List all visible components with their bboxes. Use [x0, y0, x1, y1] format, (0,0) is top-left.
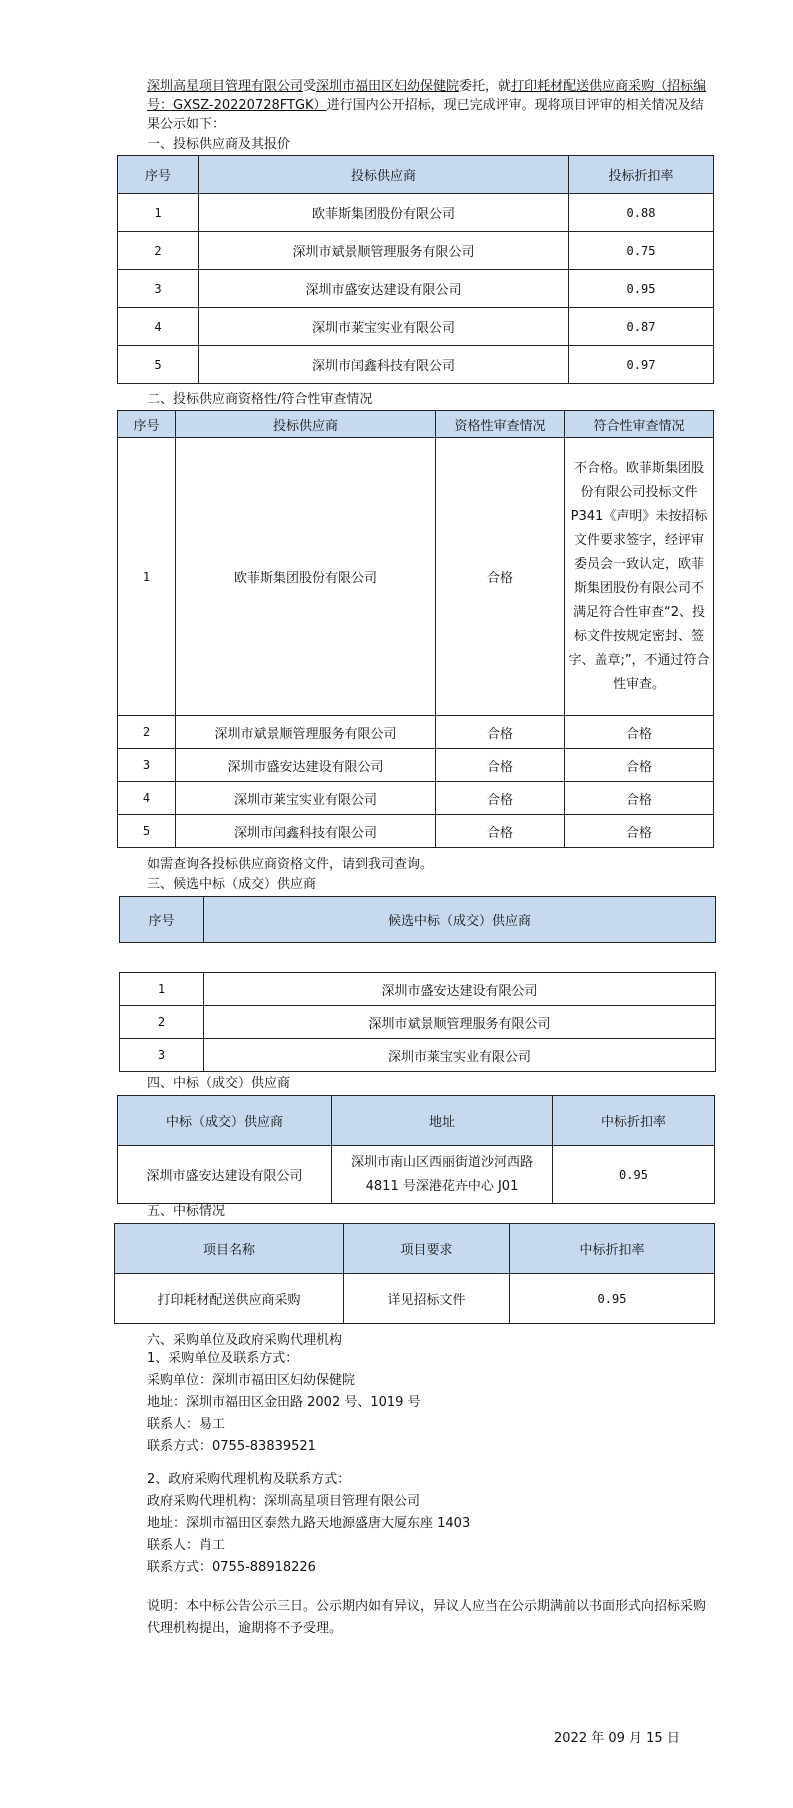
- cell-no: 4: [118, 782, 176, 815]
- col-header-rate: 中标折扣率: [553, 1096, 715, 1146]
- cell-no: 3: [118, 749, 176, 782]
- col-header-candidate: 候选中标（成交）供应商: [204, 897, 716, 943]
- col-header-supplier: 投标供应商: [176, 411, 436, 438]
- buyer-contact: 联系人：易工: [147, 1417, 226, 1432]
- table-row: [120, 1006, 716, 1039]
- col-header-supplier: 投标供应商: [199, 156, 569, 194]
- notice-date: 2022 年 09 月 15 日: [554, 1731, 680, 1746]
- table-row: [118, 1146, 715, 1204]
- cell-rate: 0.87: [569, 308, 714, 346]
- agency-unit: 政府采购代理机构：深圳高星项目管理有限公司: [147, 1494, 421, 1509]
- bid-price-table: [117, 155, 714, 384]
- cell-rate: 0.95: [569, 270, 714, 308]
- cell-rate: 0.95: [553, 1146, 715, 1204]
- cell-project: 打印耗材配送供应商采购: [115, 1274, 344, 1324]
- col-header-compliance: 符合性审查情况: [565, 411, 714, 438]
- cell-no: 2: [120, 1006, 204, 1039]
- cell-compliance: 合格: [565, 782, 714, 815]
- table-row: [118, 749, 714, 782]
- address-line-2: 4811 号深港花卉中心 J01: [365, 1178, 519, 1194]
- col-header-no: 序号: [120, 897, 204, 943]
- cell-no: 2: [118, 716, 176, 749]
- client-name: 深圳市福田区妇幼保健院: [316, 79, 460, 94]
- cell-supplier: 欧菲斯集团股份有限公司: [199, 194, 569, 232]
- intro-text-3: 进行国内公开招标，现已完成评审。现将项目评审的相关情况及结果公示如下：: [147, 98, 704, 132]
- cell-supplier: 欧菲斯集团股份有限公司: [176, 438, 436, 716]
- cell-no: 2: [118, 232, 199, 270]
- col-header-qualification: 资格性审查情况: [436, 411, 565, 438]
- cell-rate: 0.97: [569, 346, 714, 384]
- table-row: [118, 346, 714, 384]
- agency-phone: 联系方式：0755-88918226: [147, 1560, 316, 1575]
- cell-no: 1: [120, 973, 204, 1006]
- table-header-row: [118, 1096, 715, 1146]
- qualification-table: [117, 410, 714, 848]
- cell-qualification: 合格: [436, 716, 565, 749]
- table-row: [118, 308, 714, 346]
- table-row: [118, 232, 714, 270]
- section1-title: 一、投标供应商及其报价: [147, 137, 291, 152]
- cell-supplier: 深圳市闰鑫科技有限公司: [176, 815, 436, 848]
- award-table: [114, 1223, 715, 1324]
- buyer-phone: 联系方式：0755-83839521: [147, 1439, 316, 1454]
- table-row: [118, 716, 714, 749]
- buyer-heading: 1、采购单位及联系方式：: [147, 1351, 299, 1366]
- intro-text-1: 受: [303, 79, 317, 94]
- intro-text-2: 委托，就: [459, 79, 512, 94]
- section6-title: 六、采购单位及政府采购代理机构: [147, 1333, 343, 1348]
- cell-no: 4: [118, 308, 199, 346]
- table-header-row: [120, 897, 716, 943]
- agency-name: 深圳高星项目管理有限公司: [147, 79, 304, 94]
- address-line-1: 深圳市南山区西丽街道沙河西路: [350, 1154, 533, 1170]
- winner-table: [117, 1095, 715, 1204]
- table-row: [118, 438, 714, 716]
- cell-supplier: 深圳市莱宝实业有限公司: [199, 308, 569, 346]
- table-header-row: [115, 1224, 715, 1274]
- cell-no: 3: [120, 1039, 204, 1072]
- cell-compliance: 合格: [565, 749, 714, 782]
- explanation-text: 说明：本中标公告公示三日。公示期内如有异议，异议人应当在公示期满前以书面形式向招标采购代理机构提出，逾期将不予受理。: [147, 1599, 707, 1636]
- cell-rate: 0.75: [569, 232, 714, 270]
- cell-qualification: 合格: [436, 438, 565, 716]
- table-header-row: [118, 411, 714, 438]
- section4-title: 四、中标（成交）供应商: [147, 1076, 291, 1091]
- agency-contact-block: [147, 1469, 470, 1579]
- table-row: [118, 270, 714, 308]
- cell-supplier: 深圳市闰鑫科技有限公司: [199, 346, 569, 384]
- cell-supplier: 深圳市斌景顺管理服务有限公司: [176, 716, 436, 749]
- cell-no: 1: [118, 438, 176, 716]
- col-header-address: 地址: [332, 1096, 553, 1146]
- col-header-winner: 中标（成交）供应商: [118, 1096, 332, 1146]
- table-row: [115, 1274, 715, 1324]
- cell-winner: 深圳市盛安达建设有限公司: [118, 1146, 332, 1204]
- cell-candidate: 深圳市莱宝实业有限公司: [204, 1039, 716, 1072]
- cell-qualification: 合格: [436, 749, 565, 782]
- buyer-unit: 采购单位：深圳市福田区妇幼保健院: [147, 1373, 356, 1388]
- col-header-no: 序号: [118, 156, 199, 194]
- cell-no: 5: [118, 815, 176, 848]
- table-row: [118, 194, 714, 232]
- cell-supplier: 深圳市莱宝实业有限公司: [176, 782, 436, 815]
- section3-title: 三、候选中标（成交）供应商: [147, 877, 317, 892]
- section2-title: 二、投标供应商资格性/符合性审查情况: [147, 392, 373, 407]
- col-header-project: 项目名称: [115, 1224, 344, 1274]
- col-header-requirement: 项目要求: [344, 1224, 510, 1274]
- cell-address: [332, 1146, 553, 1204]
- cell-supplier: 深圳市斌景顺管理服务有限公司: [199, 232, 569, 270]
- agency-heading: 2、政府采购代理机构及联系方式：: [147, 1472, 351, 1487]
- cell-compliance-note: 不合格。欧菲斯集团股份有限公司投标文件 P341《声明》未按招标文件要求签字，经评审委员会一致认定，欧菲斯集团股份有限公司不满足符合性审查“2、投标文件按规定密封、签字、盖章;”，不通过符合性审查。: [565, 438, 714, 716]
- candidate-table: [119, 972, 716, 1072]
- buyer-contact-block: [147, 1348, 421, 1458]
- col-header-rate: 中标折扣率: [510, 1224, 715, 1274]
- cell-candidate: 深圳市斌景顺管理服务有限公司: [204, 1006, 716, 1039]
- agency-contact: 联系人：肖工: [147, 1538, 226, 1553]
- cell-supplier: 深圳市盛安达建设有限公司: [176, 749, 436, 782]
- cell-no: 1: [118, 194, 199, 232]
- section5-title: 五、中标情况: [147, 1204, 226, 1219]
- cell-requirement: 详见招标文件: [344, 1274, 510, 1324]
- project-name: 打印耗材配送供应商采购（招标编号：GXSZ-20220728FTGK）: [147, 79, 707, 113]
- table-row: [118, 815, 714, 848]
- cell-qualification: 合格: [436, 782, 565, 815]
- cell-compliance: 合格: [565, 815, 714, 848]
- cell-rate: 0.95: [510, 1274, 715, 1324]
- cell-supplier: 深圳市盛安达建设有限公司: [199, 270, 569, 308]
- table-row: [118, 782, 714, 815]
- buyer-address: 地址：深圳市福田区金田路 2002 号、1019 号: [147, 1395, 421, 1410]
- candidate-header-table: [119, 896, 716, 943]
- col-header-rate: 投标折扣率: [569, 156, 714, 194]
- intro-paragraph: [147, 77, 707, 134]
- table-header-row: [118, 156, 714, 194]
- table-row: [120, 1039, 716, 1072]
- cell-qualification: 合格: [436, 815, 565, 848]
- cell-no: 5: [118, 346, 199, 384]
- cell-candidate: 深圳市盛安达建设有限公司: [204, 973, 716, 1006]
- agency-address: 地址：深圳市福田区泰然九路天地源盛唐大厦东座 1403: [147, 1516, 471, 1531]
- col-header-no: 序号: [118, 411, 176, 438]
- qualification-note: 如需查询各投标供应商资格文件，请到我司查询。: [147, 857, 434, 872]
- cell-rate: 0.88: [569, 194, 714, 232]
- table-row: [120, 973, 716, 1006]
- cell-no: 3: [118, 270, 199, 308]
- cell-compliance: 合格: [565, 716, 714, 749]
